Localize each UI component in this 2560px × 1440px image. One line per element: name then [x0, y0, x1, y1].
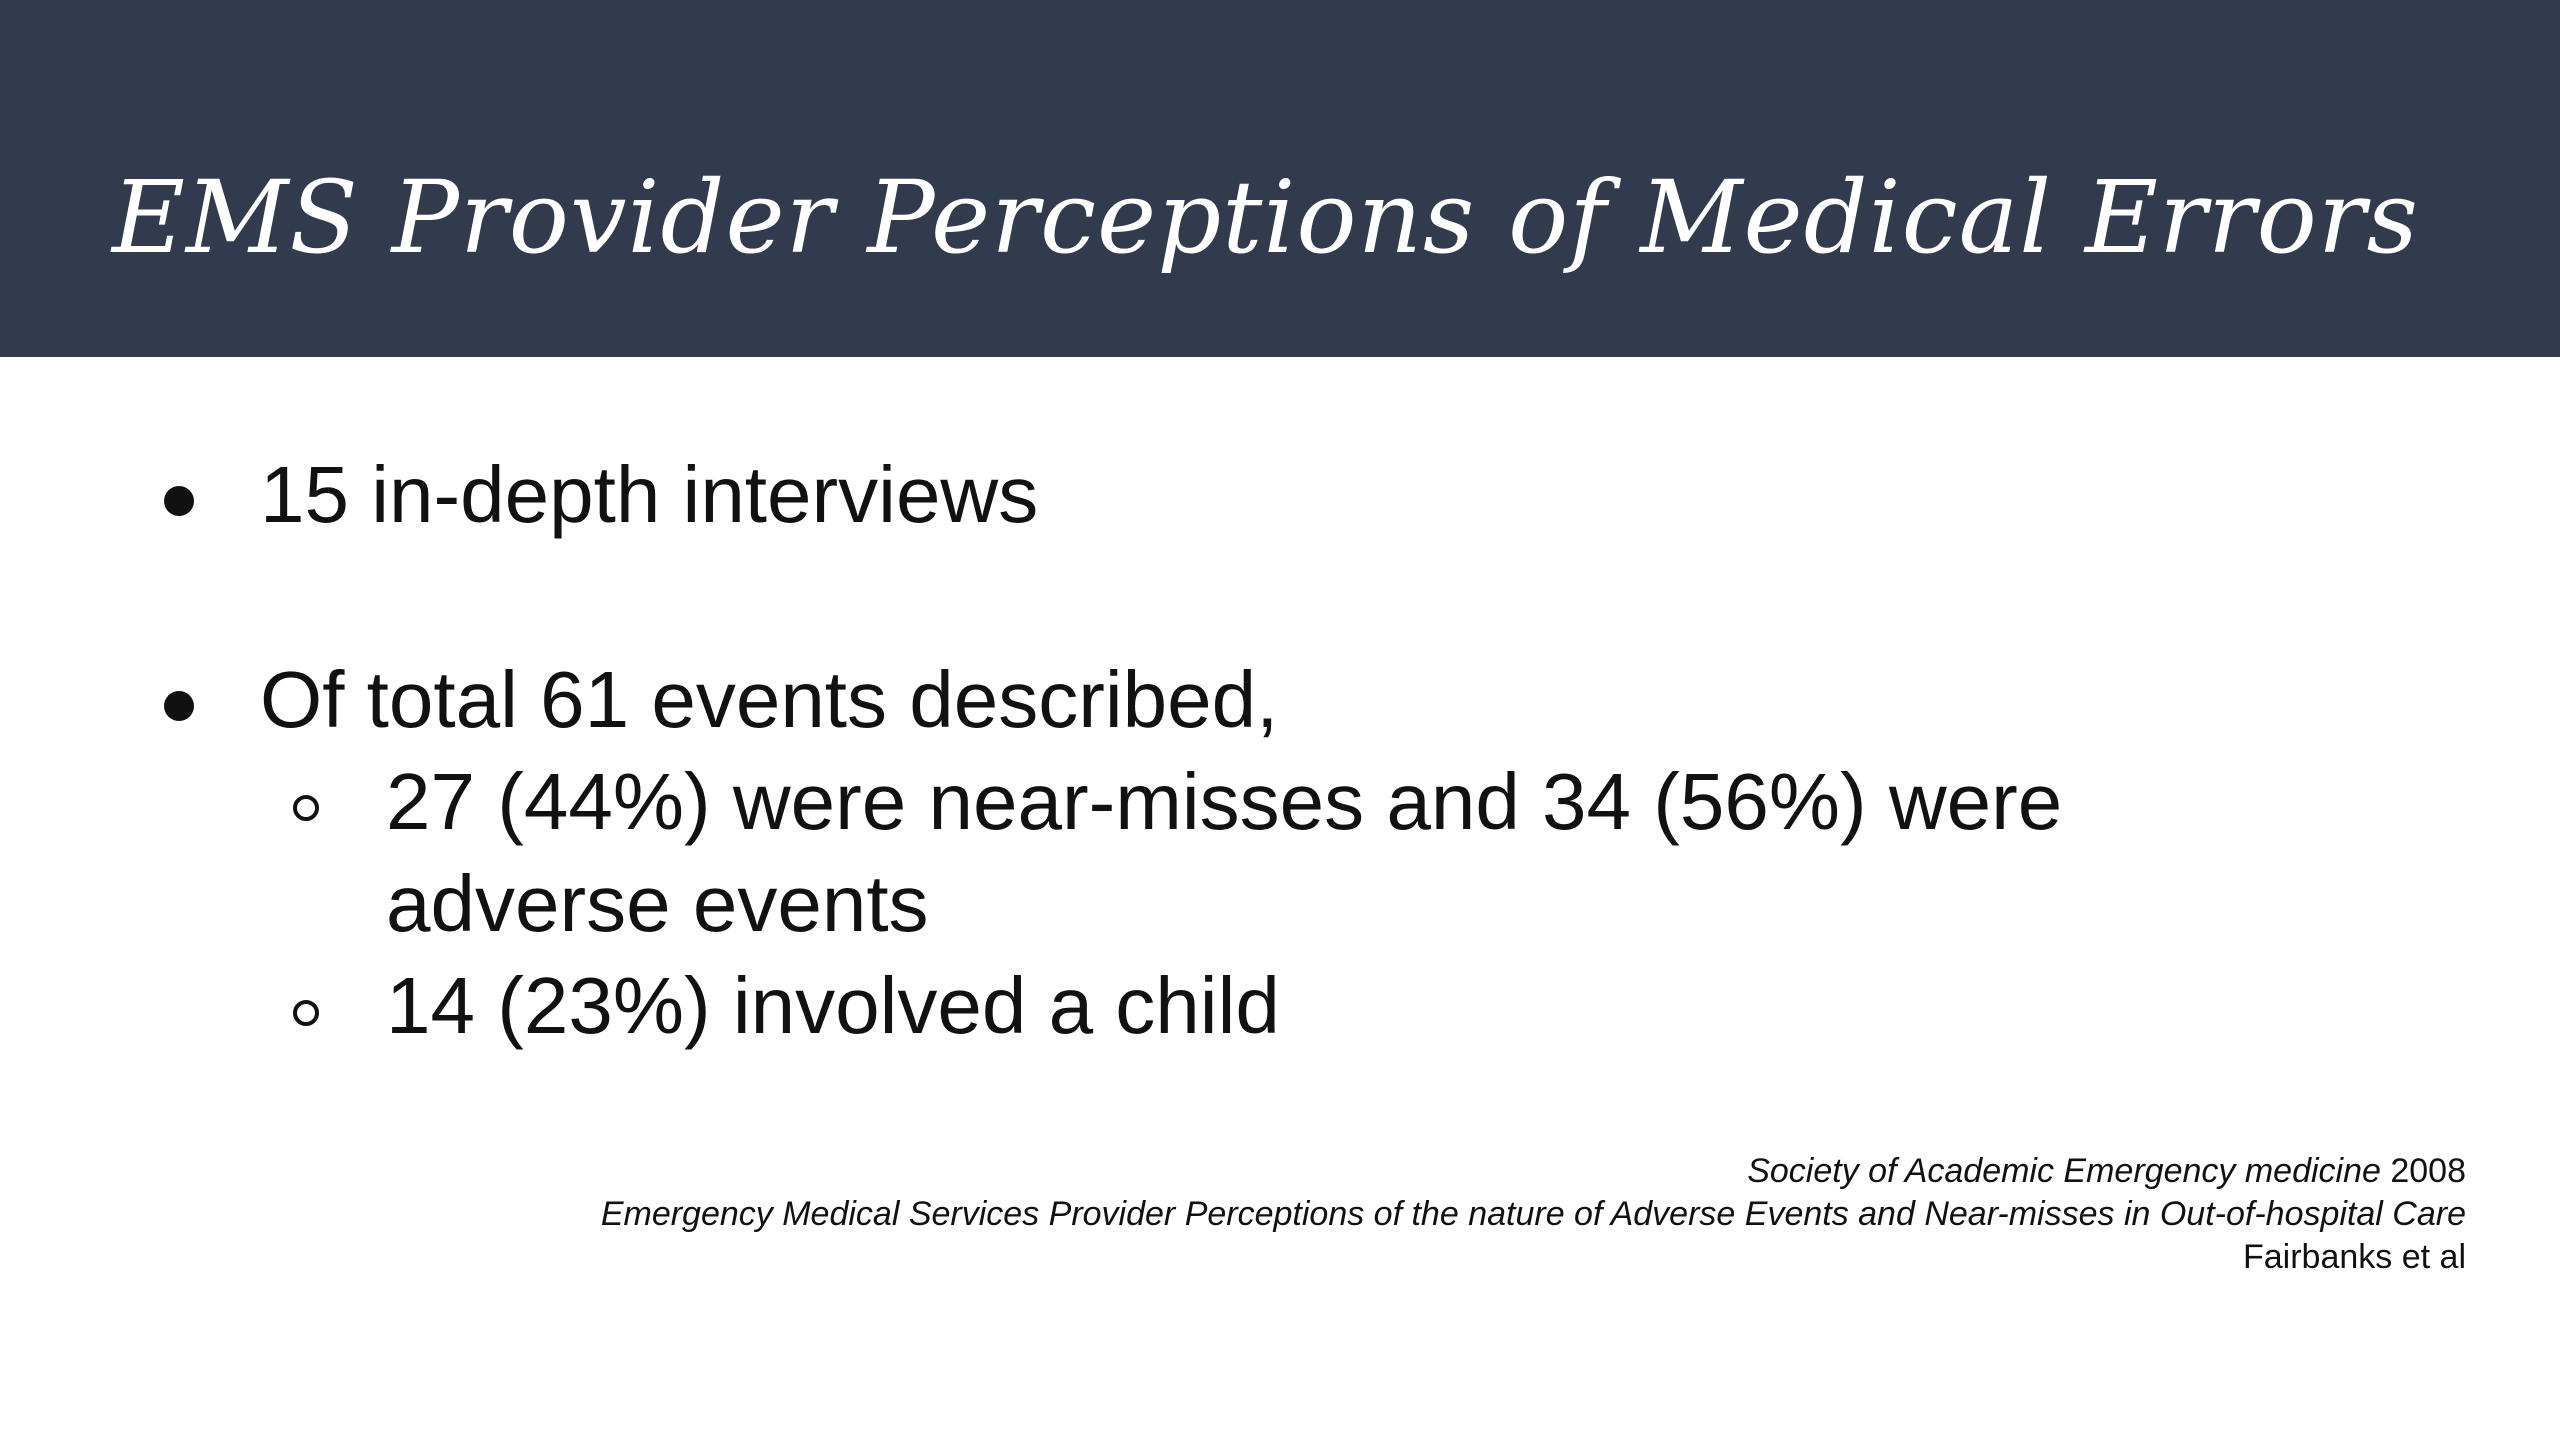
- citation-year: 2008: [2390, 1152, 2466, 1190]
- sub-bullet-circle-icon: [293, 1000, 319, 1026]
- bullet-item: 15 in-depth interviews: [260, 450, 1039, 539]
- bullet-item: Of total 61 events described,: [260, 655, 1279, 744]
- citation-line-1: [1747, 1150, 2466, 1193]
- title-bar: [0, 0, 2560, 357]
- citation-line-2: Emergency Medical Services Provider Perceptions of the nature of Adverse Events and Near-misses in Out-of-hospital Care: [600, 1195, 2466, 1233]
- sub-bullet-circle-icon: [293, 795, 319, 821]
- citation-line-3: Fairbanks et al: [2243, 1238, 2466, 1276]
- bullet-dot-icon: [164, 691, 194, 721]
- sub-bullet-item-continuation: adverse events: [386, 859, 929, 948]
- citation-journal: Society of Academic Emergency medicine: [1747, 1152, 2381, 1190]
- sub-bullet-item: 27 (44%) were near-misses and 34 (56%) were: [386, 757, 2063, 846]
- bullet-dot-icon: [164, 486, 194, 516]
- slide-title: EMS Provider Perceptions of Medical Errors: [112, 159, 2419, 276]
- sub-bullet-item: 14 (23%) involved a child: [386, 961, 1280, 1050]
